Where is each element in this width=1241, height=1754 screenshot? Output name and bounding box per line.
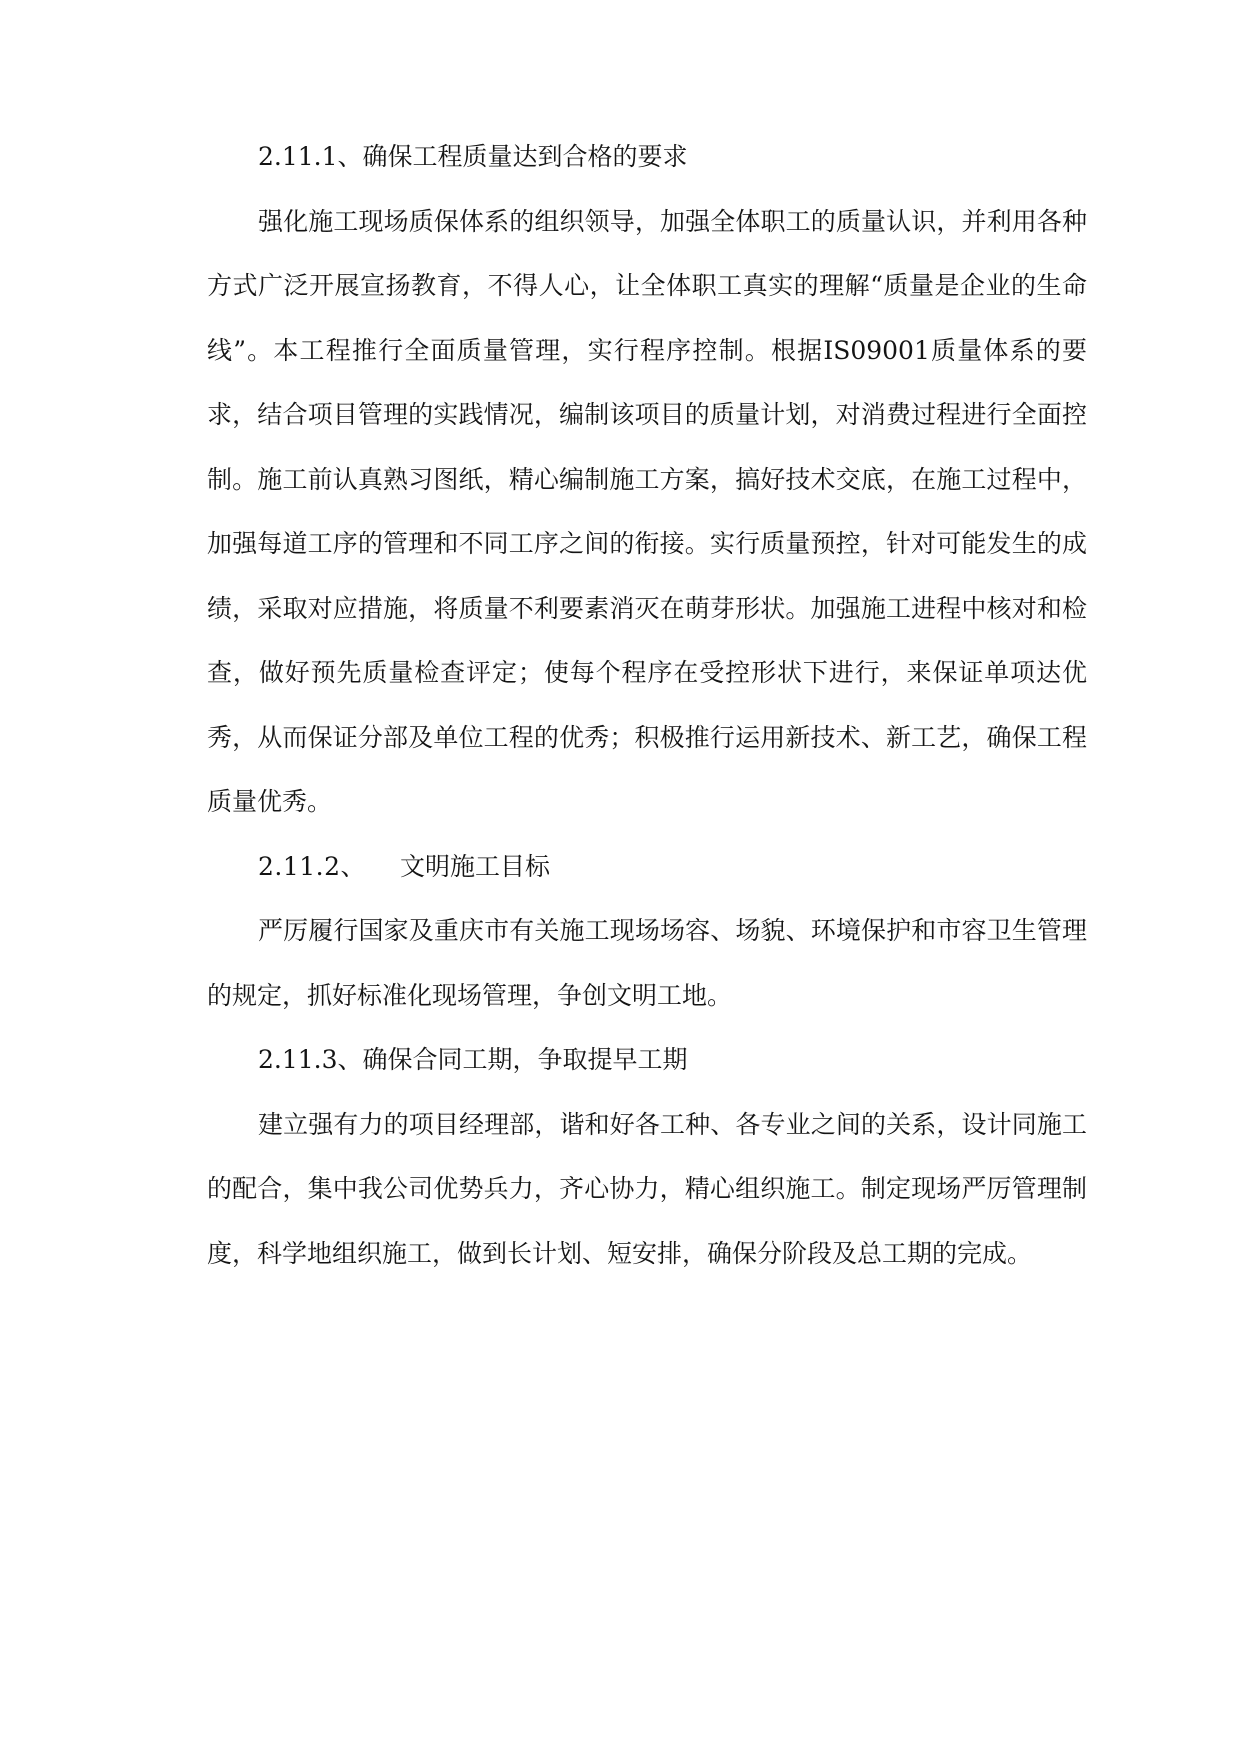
document-body xyxy=(207,125,1087,1286)
section-paragraph-schedule: 建立强有力的项目经理部，谐和好各工种、各专业之间的关系，设计同施工的配合，集中我公司优势兵力，齐心协力，精心组织施工。制定现场严厉管理制度，科学地组织施工，做到长计划、短安排，确保分阶段及总工期的完成。 xyxy=(207,1109,1087,1268)
section-heading-number: 2.11.2、 xyxy=(258,851,367,881)
section-heading-title: 文明施工目标 xyxy=(400,851,551,881)
section-paragraph-civilized-construction: 严厉履行国家及重庆市有关施工现场场容、场貌、环境保护和市容卫生管理的规定，抓好标准化现场管理，争创文明工地。 xyxy=(207,916,1087,1010)
section-paragraph-quality: 强化施工现场质保体系的组织领导，加强全体职工的质量认识，并利用各种方式广泛开展宣扬教育，不得人心，让全体职工真实的理解“质量是企业的生命线”。本工程推行全面质量管理，实行程序控制。根据IS09001质量体系的要求，结合项目管理的实践情况，编制该项目的质量计划，对消费过程进行全面控制。施工前认真熟习图纸，精心编制施工方案，搞好技术交底，在施工过程中，加强每道工序的管理和不同工序之间的衔接。实行质量预控，针对可能发生的成绩，采取对应措施，将质量不利要素消灭在萌芽形状。加强施工进程中核对和检查，做好预先质量检查评定；使每个程序在受控形状下进行，来保证单项达优秀，从而保证分部及单位工程的优秀；积极推行运用新技术、新工艺，确保工程质量优秀。 xyxy=(207,206,1087,816)
section-heading-2-11-2 xyxy=(207,835,1087,900)
section-heading-2-11-1: 2.11.1、确保工程质量达到合格的要求 xyxy=(258,142,688,171)
section-heading-2-11-3: 2.11.3、确保合同工期，争取提早工期 xyxy=(258,1045,688,1074)
